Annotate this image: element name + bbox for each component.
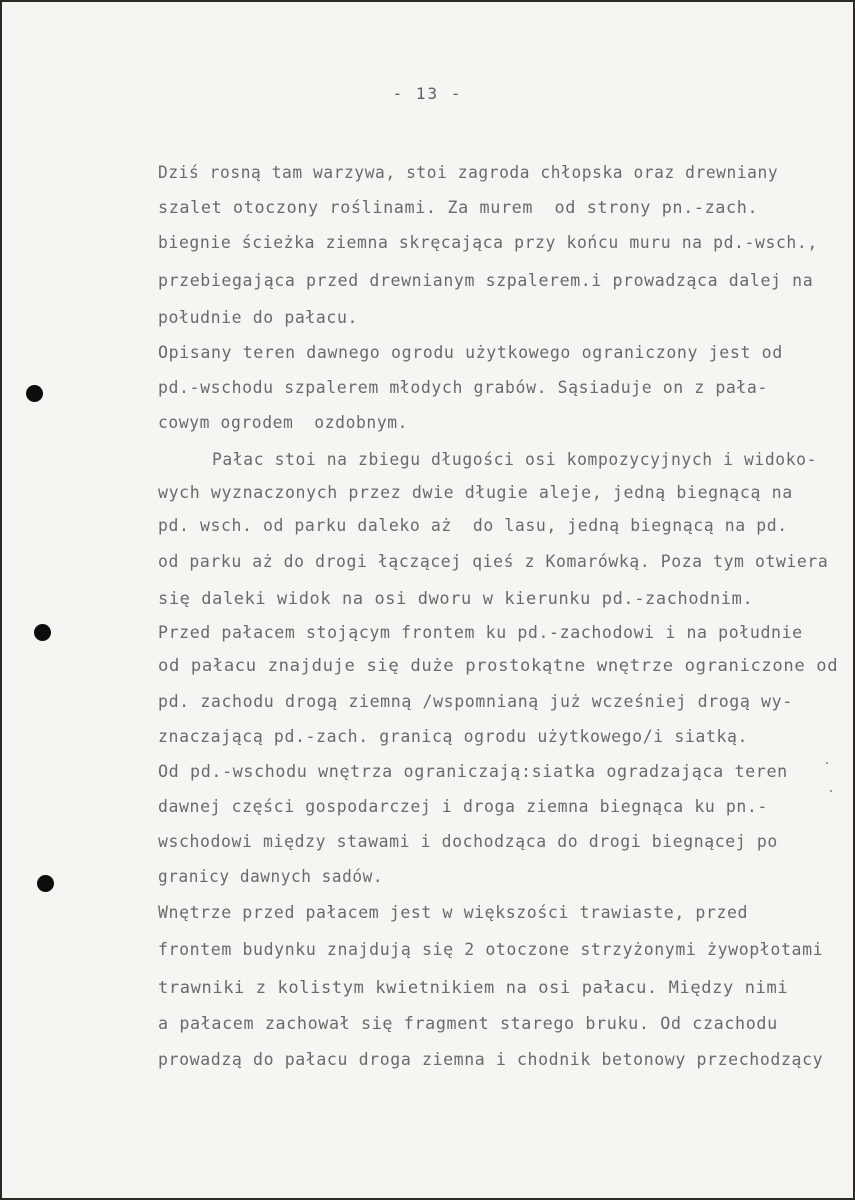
- punch-hole-top: [26, 385, 43, 402]
- text-line: wych wyznaczonych przez dwie długie aleje, jedną biegnącą na: [158, 483, 793, 502]
- text-line: frontem budynku znajdują się 2 otoczone strzyżonymi żywopłotami: [158, 940, 824, 959]
- text-line: Dziś rosną tam warzywa, stoi zagroda chłopska oraz drewniany: [158, 163, 779, 182]
- punch-hole-middle: [34, 624, 51, 641]
- text-line: pd. wsch. od parku daleko aż do lasu, jedną biegnącą na pd.: [158, 516, 788, 535]
- paper-speck: [830, 790, 832, 792]
- text-line: pd.-wschodu szpalerem młodych grabów. Sąsiaduje on z pała-: [158, 378, 768, 397]
- paper-speck: [826, 762, 828, 764]
- text-line: Wnętrze przed pałacem jest w większości trawiaste, przed: [158, 903, 749, 922]
- text-line: wschodowi między stawami i dochodząca do drogi biegnącej po: [158, 832, 778, 851]
- text-line: Pałac stoi na zbiegu długości osi kompozycyjnych i widoko-: [212, 450, 818, 469]
- page-number: - 13 -: [392, 84, 463, 103]
- text-line: od parku aż do drogi łączącej qieś z Komarówką. Poza tym otwiera: [158, 552, 829, 571]
- text-line: Opisany teren dawnego ogrodu użytkowego ograniczony jest od: [158, 343, 783, 362]
- text-line: granicy dawnych sadów.: [158, 867, 384, 886]
- text-line: dawnej części gospodarczej i droga ziemna biegnąca ku pn.-: [158, 797, 768, 816]
- text-line: trawniki z kolistym kwietnikiem na osi pałacu. Między nimi: [158, 978, 789, 997]
- text-line: prowadzą do pałacu droga ziemna i chodnik betonowy przechodzący: [158, 1050, 824, 1069]
- text-line: a pałacem zachował się fragment starego bruku. Od czachodu: [158, 1014, 778, 1033]
- text-line: południe do pałacu.: [158, 308, 359, 327]
- text-line: szalet otoczony roślinami. Za murem od strony pn.-zach.: [158, 198, 759, 217]
- text-line: Przed pałacem stojącym frontem ku pd.-zachodowi i na południe: [158, 623, 803, 642]
- text-line: od pałacu znajduje się duże prostokątne wnętrze ograniczone od: [158, 656, 839, 675]
- text-line: cowym ogrodem ozdobnym.: [158, 413, 409, 432]
- text-line: biegnie ścieżka ziemna skręcająca przy końcu muru na pd.-wsch.,: [158, 233, 818, 252]
- text-line: pd. zachodu drogą ziemną /wspomnianą już wcześniej drogą wy-: [158, 692, 793, 711]
- text-line: Od pd.-wschodu wnętrza ograniczają:siatka ogradzająca teren: [158, 762, 788, 781]
- text-line: przebiegająca przed drewnianym szpalerem.i prowadząca dalej na: [158, 271, 814, 290]
- punch-hole-bottom: [37, 875, 54, 892]
- text-line: się daleki widok na osi dworu w kierunku pd.-zachodnim.: [158, 589, 754, 608]
- text-line: znaczającą pd.-zach. granicą ogrodu użytkowego/i siatką.: [158, 727, 749, 746]
